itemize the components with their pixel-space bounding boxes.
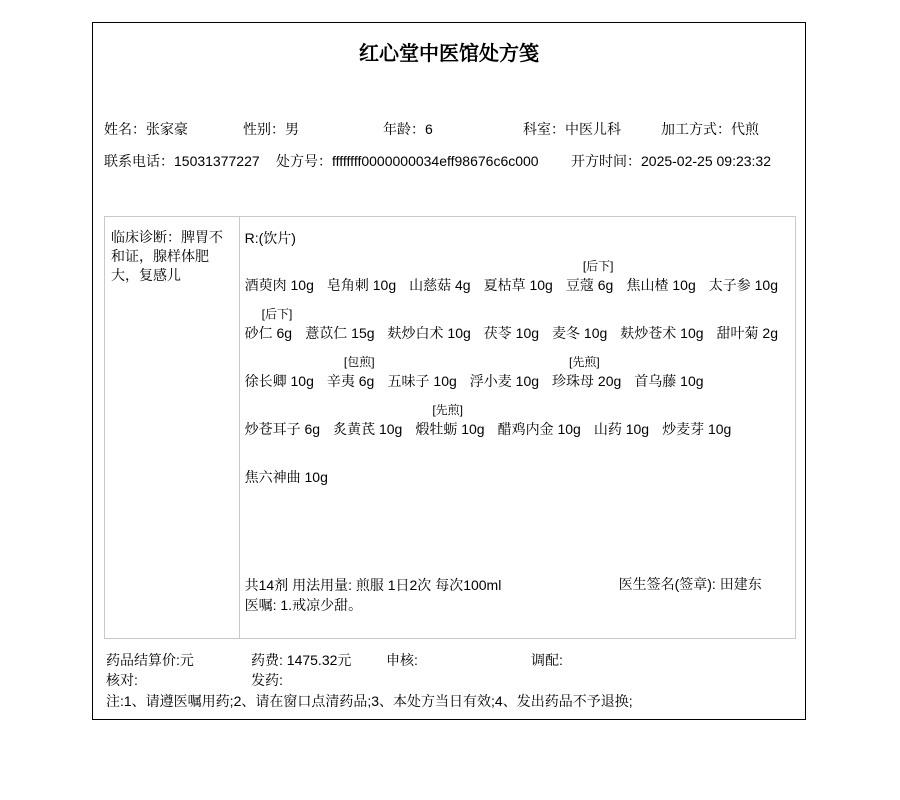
medicine-name-qty: 豆蔻 6g bbox=[565, 277, 614, 293]
medicine-name-qty: 太子参 10g bbox=[708, 277, 778, 293]
medicine-item bbox=[327, 354, 375, 391]
medicine-name-qty: 甜叶菊 2g bbox=[716, 325, 778, 341]
processing-note bbox=[662, 402, 731, 419]
processing-note bbox=[327, 258, 396, 275]
medicine-name-qty: 麸炒苍术 10g bbox=[620, 325, 704, 341]
dispense-label: 发药: bbox=[251, 672, 283, 688]
processing-note: [先煎] bbox=[569, 355, 600, 369]
medicine-item bbox=[717, 306, 778, 343]
info-field: 性别：男 bbox=[243, 121, 299, 137]
medicine-item bbox=[388, 306, 471, 343]
medicine-row bbox=[245, 306, 791, 343]
medicine-name-qty: 炙黄芪 10g bbox=[333, 421, 403, 437]
medicine-item bbox=[620, 306, 703, 343]
medicine-item bbox=[305, 306, 374, 343]
advice-line: 医嘱: 1.戒凉少甜。 bbox=[244, 597, 363, 613]
medicine-name-qty: 醋鸡内金 10g bbox=[497, 421, 581, 437]
processing-note bbox=[409, 258, 470, 275]
medicine-item bbox=[484, 258, 553, 295]
patient-info-row1 bbox=[93, 119, 805, 137]
processing-note bbox=[245, 402, 320, 419]
processing-note: [后下] bbox=[261, 307, 293, 321]
processing-note: [后下] bbox=[582, 259, 614, 273]
medicine-item bbox=[388, 354, 457, 391]
medicine-name-qty: 砂仁 6g bbox=[244, 325, 293, 341]
processing-note: [包煎] bbox=[343, 355, 375, 369]
prescription-page bbox=[92, 22, 806, 720]
medicine-name-qty: 麦冬 10g bbox=[552, 325, 608, 341]
info-field: 科室：中医儿科 bbox=[523, 121, 621, 137]
medicine-item bbox=[566, 258, 614, 295]
settlement-price-label: 药品结算价:元 bbox=[106, 652, 194, 668]
processing-note bbox=[709, 258, 778, 275]
medicine-list bbox=[245, 258, 791, 487]
processing-note bbox=[245, 354, 314, 371]
processing-note bbox=[717, 306, 778, 323]
medicine-fee: 药费: 1475.32元 bbox=[251, 652, 352, 668]
processing-note bbox=[305, 306, 374, 323]
medicine-item bbox=[470, 354, 539, 391]
medicine-name-qty: 山慈菇 4g bbox=[409, 277, 471, 293]
medicine-item bbox=[627, 258, 696, 295]
medicine-name-qty: 炒苍耳子 6g bbox=[244, 421, 321, 437]
processing-note bbox=[484, 306, 539, 323]
medicine-item bbox=[415, 402, 484, 439]
processing-note bbox=[634, 354, 703, 371]
medicine-row bbox=[245, 450, 791, 487]
medicine-item bbox=[245, 402, 320, 439]
medicine-name-qty: 焦六神曲 10g bbox=[244, 469, 328, 485]
medicine-item bbox=[552, 306, 607, 343]
medicine-item bbox=[245, 354, 314, 391]
processing-note bbox=[388, 306, 471, 323]
processing-note bbox=[552, 306, 607, 323]
medicine-item bbox=[662, 402, 731, 439]
patient-info-row2 bbox=[93, 151, 805, 169]
medicine-row bbox=[245, 258, 791, 295]
footer-note: 注:1、请遵医嘱用药;2、请在窗口点清药品;3、本处方当日有效;4、发出药品不予退换; bbox=[106, 693, 633, 709]
medicine-name-qty: 炒麦芽 10g bbox=[662, 421, 732, 437]
medicine-item bbox=[409, 258, 470, 295]
processing-note bbox=[620, 306, 703, 323]
medicine-name-qty: 徐长卿 10g bbox=[244, 373, 314, 389]
medicine-item bbox=[333, 402, 402, 439]
medicine-name-qty: 煅牡蛎 10g bbox=[415, 421, 485, 437]
processing-note bbox=[388, 354, 457, 371]
medicine-item bbox=[634, 354, 703, 391]
usage-line: 共14剂 用法用量: 煎服 1日2次 每次100ml bbox=[244, 577, 502, 593]
medicine-name-qty: 辛夷 6g bbox=[326, 373, 375, 389]
medicine-name-qty: 茯苓 10g bbox=[483, 325, 540, 341]
medicine-name-qty: 焦山楂 10g bbox=[626, 277, 696, 293]
medicine-row bbox=[245, 402, 791, 439]
medicine-item bbox=[245, 450, 328, 487]
review-label: 申核: bbox=[386, 652, 418, 668]
medicine-name-qty: 夏枯草 10g bbox=[483, 277, 553, 293]
medicine-item bbox=[245, 258, 314, 295]
medicine-name-qty: 麸炒白术 10g bbox=[387, 325, 471, 341]
prescription-body bbox=[240, 217, 795, 638]
medicine-item bbox=[594, 402, 649, 439]
medicine-name-qty: 山药 10g bbox=[593, 421, 650, 437]
medicine-name-qty: 浮小麦 10g bbox=[469, 373, 540, 389]
processing-note bbox=[245, 258, 314, 275]
medicine-item bbox=[327, 258, 396, 295]
medicine-row bbox=[245, 354, 791, 391]
medicine-name-qty: 薏苡仁 15g bbox=[305, 325, 375, 341]
processing-note bbox=[470, 354, 539, 371]
info-field: 姓名：张家豪 bbox=[104, 121, 188, 137]
info-field: 年龄：6 bbox=[383, 121, 433, 137]
medicine-item bbox=[484, 306, 539, 343]
check-label: 核对: bbox=[106, 672, 138, 688]
processing-note bbox=[498, 402, 581, 419]
medicine-item bbox=[709, 258, 778, 295]
medicine-item bbox=[245, 306, 293, 343]
info-field: 加工方式：代煎 bbox=[661, 121, 759, 137]
processing-note: [先煎] bbox=[432, 403, 463, 417]
info-field: 开方时间：2025-02-25 09:23:32 bbox=[571, 153, 771, 169]
rx-header: R:(饮片) bbox=[244, 230, 296, 246]
medicine-name-qty: 珍珠母 20g bbox=[552, 373, 622, 389]
processing-note bbox=[245, 450, 328, 467]
processing-note bbox=[484, 258, 553, 275]
medicine-name-qty: 五味子 10g bbox=[387, 373, 457, 389]
compound-label: 调配: bbox=[531, 652, 563, 668]
medicine-item bbox=[552, 354, 621, 391]
medicine-name-qty: 皂角刺 10g bbox=[326, 277, 397, 293]
info-field: 联系电话：15031377227 bbox=[104, 153, 260, 169]
medicine-name-qty: 首乌藤 10g bbox=[634, 373, 704, 389]
processing-note bbox=[627, 258, 696, 275]
medicine-name-qty: 酒萸肉 10g bbox=[244, 277, 314, 293]
medicine-item bbox=[498, 402, 581, 439]
processing-note bbox=[333, 402, 402, 419]
page-title: 红心堂中医馆处方笺 bbox=[359, 43, 539, 65]
doctor-signature: 医生签名(签章): 田建东 bbox=[618, 576, 762, 592]
info-field: 处方号：ffffffff0000000034eff98676c6c000 bbox=[276, 153, 539, 169]
processing-note bbox=[594, 402, 649, 419]
prescription-box bbox=[104, 216, 796, 639]
clinical-diagnosis: 临床诊断：脾胃不和证，腺样体肥大，复感儿 bbox=[105, 217, 240, 638]
